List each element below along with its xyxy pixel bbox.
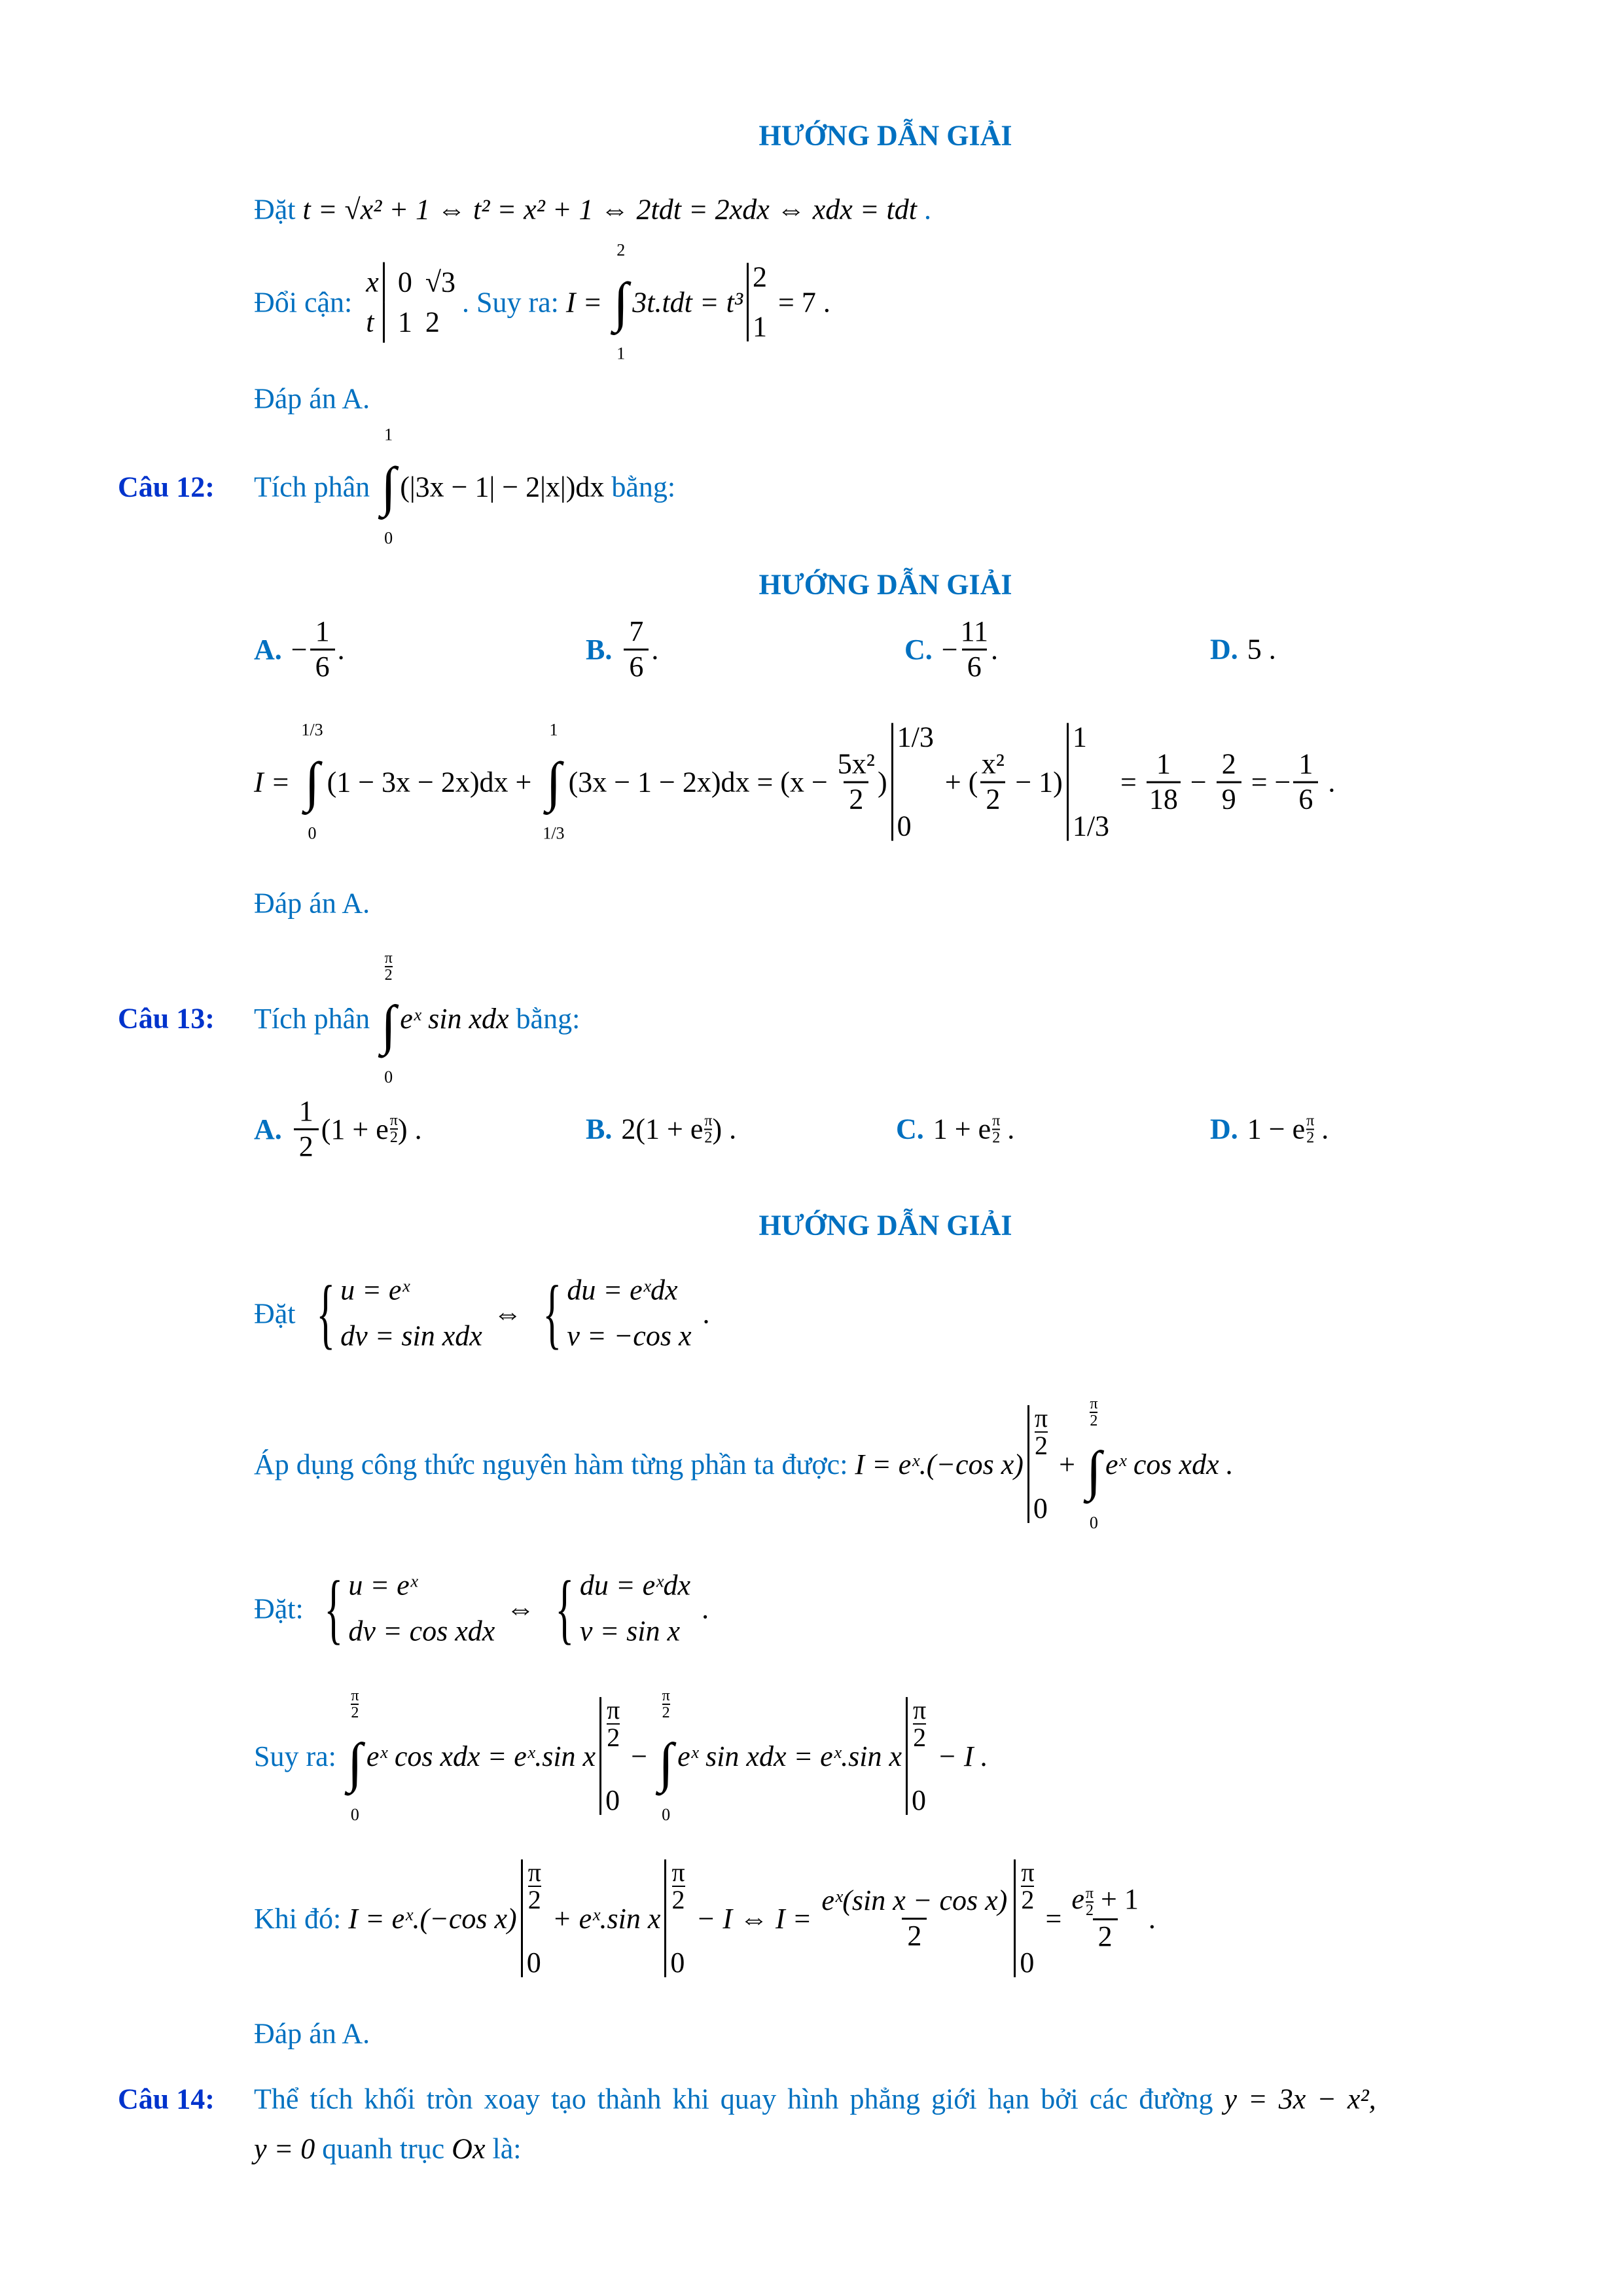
lower: 0: [670, 1946, 685, 1979]
lower-limit: 0: [308, 823, 317, 843]
exponent: [1306, 1113, 1314, 1145]
math: 1 − e: [1247, 1113, 1306, 1145]
lower: 0: [605, 1784, 620, 1816]
conclusion-line: [254, 1859, 1156, 1977]
math: =: [1038, 1902, 1069, 1935]
numerator: 2: [1221, 747, 1236, 780]
integral-sign: ∫: [613, 272, 629, 333]
lower-limit: 0: [384, 528, 393, 548]
exponent: [704, 1113, 712, 1145]
upper: 1: [1072, 721, 1087, 753]
label: Suy ra:: [254, 1740, 344, 1772]
punct: .: [722, 1113, 737, 1145]
question-text-cont: [254, 2132, 521, 2166]
text: Tích phân: [254, 471, 378, 503]
fraction: [310, 615, 335, 683]
lower-limit: 0: [384, 1067, 393, 1086]
math: + 1: [1094, 1883, 1139, 1916]
punct: .: [694, 1592, 709, 1625]
numerator: 11: [960, 615, 988, 647]
upper-limit: 1/3: [301, 720, 323, 740]
numerator: π: [607, 1695, 620, 1725]
denominator: 2: [294, 1128, 319, 1164]
numerator: 7: [629, 615, 644, 647]
option-letter: A.: [254, 633, 282, 666]
math: I =: [565, 286, 610, 319]
fraction: [821, 1884, 1007, 1952]
brace: {: [315, 1270, 335, 1357]
parts-formula-line: [254, 1392, 1234, 1536]
lower-limit: 1: [616, 344, 626, 363]
equation-system: [307, 1268, 482, 1360]
upper: [671, 1859, 685, 1913]
evaluation-bar: [599, 1697, 620, 1815]
numerator: 1: [1298, 747, 1313, 780]
lower: 0: [897, 810, 912, 842]
value: 5 .: [1247, 633, 1276, 666]
math: = 7 .: [771, 286, 830, 319]
integral-sign: ∫: [1086, 1440, 1101, 1501]
substitution-line: [254, 193, 931, 226]
denominator: 6: [962, 649, 987, 684]
numerator: π: [913, 1695, 927, 1725]
text: quanh trục: [315, 2132, 452, 2165]
punct: .: [651, 633, 659, 666]
question-label: Câu 13:: [118, 1002, 215, 1035]
row: v = −cos x: [567, 1320, 692, 1352]
denominator: 2: [1085, 1902, 1094, 1920]
math: ): [877, 766, 887, 798]
punct: .: [990, 633, 998, 666]
text: Tích phân: [254, 1002, 378, 1035]
row: du = eˣdx: [567, 1274, 678, 1306]
e-symbol: e: [1071, 1883, 1084, 1916]
fraction: [980, 748, 1005, 816]
evaluation-bar: [906, 1697, 926, 1815]
numerator: 1: [298, 1094, 313, 1127]
cell: x: [366, 262, 385, 302]
punct: .: [1314, 1113, 1329, 1145]
cell: 2: [425, 306, 440, 338]
upper: 2: [753, 261, 768, 293]
fraction: [624, 615, 649, 683]
brace: {: [324, 1565, 343, 1652]
math: 1 + e: [933, 1113, 991, 1145]
denominator: 2: [671, 1885, 685, 1914]
solution-heading: HƯỚNG DẪN GIẢI: [758, 119, 1012, 152]
numerator: π: [1021, 1857, 1035, 1887]
row: u = eˣ: [348, 1569, 418, 1602]
option-a[interactable]: [254, 615, 345, 683]
label: Đặt:: [254, 1592, 311, 1625]
text: bằng:: [508, 1002, 580, 1035]
math: I = eˣ.(−cos x): [855, 1448, 1024, 1480]
text: bằng:: [604, 471, 676, 503]
upper-limit: 1: [549, 720, 558, 740]
upper: [1021, 1859, 1034, 1913]
denominator: 2: [844, 781, 868, 817]
math: + eˣ.sin x: [544, 1902, 661, 1935]
denominator: 2: [389, 1129, 398, 1146]
row: dv = cos xdx: [348, 1615, 495, 1647]
label: . Suy ra:: [461, 286, 566, 319]
denominator: 9: [1217, 781, 1241, 817]
text: Thể tích khối tròn xoay tạo thành khi quay hình phẳng giới hạn bởi các đường: [254, 2083, 1224, 2115]
option-b[interactable]: [586, 615, 658, 683]
upper: [1035, 1405, 1048, 1459]
fraction: [1217, 748, 1241, 816]
upper-limit: [385, 950, 393, 983]
substitution-line: [254, 1268, 709, 1360]
math: y = 0: [254, 2132, 315, 2165]
answer: Đáp án A.: [254, 887, 370, 920]
option-b[interactable]: [586, 1113, 736, 1146]
derivation-line: [254, 1684, 988, 1828]
denominator: 2: [384, 966, 393, 984]
text: Áp dụng công thức nguyên hàm từng phần ta được:: [254, 1448, 855, 1480]
integral: [348, 1684, 363, 1828]
fraction: [294, 1095, 319, 1163]
math: 2(1 + e: [621, 1113, 704, 1145]
denominator: 2: [662, 1704, 670, 1721]
text: là:: [485, 2132, 522, 2165]
brace: {: [543, 1270, 562, 1357]
math: − I ⇔ I =: [688, 1902, 819, 1935]
denominator: 2: [1021, 1885, 1035, 1914]
label: Đổi cận:: [254, 286, 360, 319]
fraction: [838, 748, 875, 816]
upper: [913, 1697, 926, 1751]
option-d[interactable]: [1210, 1113, 1329, 1146]
numerator: 5x²: [837, 747, 875, 780]
answer: Đáp án A.: [254, 2017, 370, 2050]
math: eˣ cos xdx .: [1105, 1448, 1234, 1480]
cell: √3: [425, 266, 455, 298]
numerator: π: [1034, 1403, 1048, 1433]
integral: [658, 1684, 673, 1828]
option-letter: D.: [1210, 1113, 1238, 1145]
denominator: 2: [351, 1704, 359, 1721]
cell: t: [366, 302, 385, 343]
integral: [301, 717, 323, 848]
label: Đặt: [254, 1297, 303, 1330]
integral-sign: ∫: [381, 994, 397, 1056]
integral-sign: ∫: [304, 751, 320, 813]
option-letter: C.: [896, 1113, 924, 1145]
option-a[interactable]: [254, 1095, 422, 1163]
denominator: 2: [704, 1129, 713, 1146]
punct: .: [1141, 1902, 1156, 1935]
upper: 1/3: [897, 721, 934, 753]
math: eˣ cos xdx = eˣ.sin x: [366, 1740, 596, 1772]
math: (1 − 3x − 2x)dx +: [327, 766, 539, 798]
numerator: π: [662, 1687, 670, 1704]
denominator: 2: [1306, 1129, 1315, 1146]
limits-line: [254, 238, 830, 368]
math: .: [1321, 766, 1336, 798]
question-label: Câu 12:: [118, 471, 215, 503]
integral: [381, 946, 396, 1090]
equation-system: [546, 1563, 690, 1655]
punct: .: [407, 1113, 422, 1145]
lower: 0: [1033, 1492, 1048, 1524]
denominator: 2: [607, 1723, 620, 1752]
equation-system: [533, 1268, 692, 1360]
sign: −: [291, 633, 308, 666]
brace: {: [555, 1565, 575, 1652]
numerator: 1: [1156, 747, 1171, 780]
option-letter: B.: [586, 633, 613, 666]
upper-limit: 2: [616, 240, 626, 260]
integral-sign: ∫: [658, 1732, 674, 1793]
math: − 1): [1008, 766, 1063, 798]
exponent: [390, 1113, 398, 1145]
numerator: π: [527, 1857, 541, 1887]
numerator: π: [704, 1112, 713, 1129]
label: Đặt: [254, 193, 303, 226]
numerator: eˣ(sin x − cos x): [821, 1884, 1008, 1916]
option-d[interactable]: [1210, 633, 1276, 666]
math: ): [712, 1113, 722, 1145]
evaluation-bar: [1067, 723, 1109, 841]
integral-sign: ∫: [546, 751, 562, 813]
denominator: 6: [310, 649, 335, 684]
evaluation-bar: [521, 1859, 541, 1977]
math: −: [624, 1740, 655, 1772]
upper-limit: [1090, 1396, 1097, 1429]
evaluation-bar: [747, 263, 767, 342]
integral: [543, 717, 564, 848]
upper: [528, 1859, 541, 1913]
option-letter: C.: [904, 633, 933, 666]
row: u = eˣ: [340, 1274, 410, 1306]
math: =: [1113, 766, 1144, 798]
numerator: [1071, 1883, 1138, 1918]
lower: 0: [526, 1946, 541, 1979]
math: t = √x² + 1 ⇔ t² = x² + 1 ⇔ 2tdt = 2xdx ⇔ xdx = tdt: [302, 193, 917, 226]
question-text: [254, 422, 675, 552]
fraction: [1071, 1883, 1138, 1954]
math: − I .: [930, 1740, 988, 1772]
option-letter: A.: [254, 1113, 282, 1145]
math: = −: [1243, 766, 1291, 798]
evaluation-bar: [1027, 1405, 1048, 1523]
denominator: 6: [1293, 781, 1318, 817]
evaluation-bar: [891, 723, 934, 841]
denominator: 2: [902, 1918, 927, 1953]
punct: .: [916, 193, 931, 226]
math: −: [1183, 766, 1214, 798]
lower: 0: [1020, 1946, 1035, 1979]
math: +: [1052, 1448, 1082, 1480]
numerator: π: [992, 1112, 1001, 1129]
solution-heading: HƯỚNG DẪN GIẢI: [758, 1209, 1012, 1242]
denominator: 6: [624, 649, 649, 684]
question-text: [254, 2083, 1376, 2116]
upper: [607, 1697, 620, 1751]
denominator: 2: [1090, 1412, 1098, 1429]
integral-sign: ∫: [381, 456, 397, 518]
numerator: π: [351, 1687, 359, 1704]
numerator: 1: [315, 615, 330, 647]
math: ⇔: [499, 1592, 543, 1625]
answer: Đáp án A.: [254, 382, 370, 415]
denominator: 2: [913, 1723, 927, 1752]
punct: .: [1000, 1113, 1015, 1145]
option-c[interactable]: [904, 615, 998, 683]
evaluation-bar: [1014, 1859, 1034, 1977]
math: 3t.tdt = t³: [632, 286, 743, 319]
integral: [613, 238, 628, 368]
substitution-line: [254, 1563, 709, 1655]
lower-limit: 0: [662, 1804, 671, 1824]
denominator: 2: [980, 781, 1005, 817]
math: (3x − 1 − 2x)dx = (x −: [568, 766, 835, 798]
solution-heading: HƯỚNG DẪN GIẢI: [758, 568, 1012, 601]
lower-limit: 0: [350, 1804, 359, 1824]
row: du = eˣdx: [579, 1569, 691, 1602]
row: v = sin x: [579, 1615, 681, 1647]
denominator: 18: [1147, 781, 1181, 817]
math: (1 + e: [321, 1113, 389, 1145]
limits-table: [366, 262, 455, 342]
math: + (: [937, 766, 978, 798]
numerator: π: [384, 949, 393, 967]
math: y = 3x − x²,: [1224, 2083, 1376, 2115]
math: eˣ sin xdx: [400, 1002, 509, 1035]
option-letter: D.: [1210, 633, 1238, 666]
exponent: [1086, 1886, 1094, 1918]
sign: −: [941, 633, 958, 666]
denominator: 2: [1093, 1918, 1118, 1954]
upper-limit: [662, 1688, 670, 1721]
numerator: x²: [981, 747, 1005, 780]
math: Ox: [452, 2132, 486, 2165]
lower: 0: [912, 1784, 927, 1816]
question-text: [254, 946, 580, 1090]
option-letter: B.: [586, 1113, 613, 1145]
numerator: π: [671, 1857, 685, 1887]
math: ): [397, 1113, 408, 1145]
fraction: [1147, 748, 1181, 816]
denominator: 2: [992, 1129, 1001, 1146]
lower: 1/3: [1072, 810, 1110, 842]
punct: .: [695, 1297, 710, 1330]
lower-limit: 1/3: [543, 823, 565, 843]
fraction: [1293, 748, 1318, 816]
option-c[interactable]: [896, 1113, 1014, 1146]
upper-limit: 1: [384, 425, 393, 444]
lower: 1: [753, 311, 768, 343]
math: eˣ sin xdx = eˣ.sin x: [677, 1740, 902, 1772]
cell: 0: [397, 266, 412, 298]
fraction: [961, 615, 988, 683]
math: I = eˣ.(−cos x): [348, 1902, 517, 1935]
denominator: 2: [1034, 1431, 1048, 1460]
numerator: π: [1085, 1885, 1094, 1903]
math: I =: [254, 766, 298, 798]
math: (|3x − 1| − 2|x|)dx: [400, 471, 605, 503]
punct: .: [337, 633, 345, 666]
upper-limit: [351, 1688, 359, 1721]
question-label: Câu 14:: [118, 2083, 215, 2115]
integral-sign: ∫: [347, 1732, 363, 1793]
denominator: 2: [527, 1885, 541, 1914]
label: Khi đó:: [254, 1902, 349, 1935]
equation-system: [315, 1563, 495, 1655]
row: dv = sin xdx: [340, 1320, 482, 1352]
math: ⇔: [486, 1297, 529, 1330]
numerator: π: [1090, 1395, 1098, 1412]
numerator: π: [389, 1112, 398, 1129]
evaluation-bar: [664, 1859, 685, 1977]
integral: [381, 422, 396, 552]
cell: 1: [397, 306, 412, 338]
exponent: [992, 1113, 1000, 1145]
numerator: π: [1306, 1112, 1315, 1129]
integral: [1086, 1392, 1101, 1536]
lower-limit: 0: [1089, 1513, 1098, 1532]
solution-equation: [254, 717, 1335, 848]
